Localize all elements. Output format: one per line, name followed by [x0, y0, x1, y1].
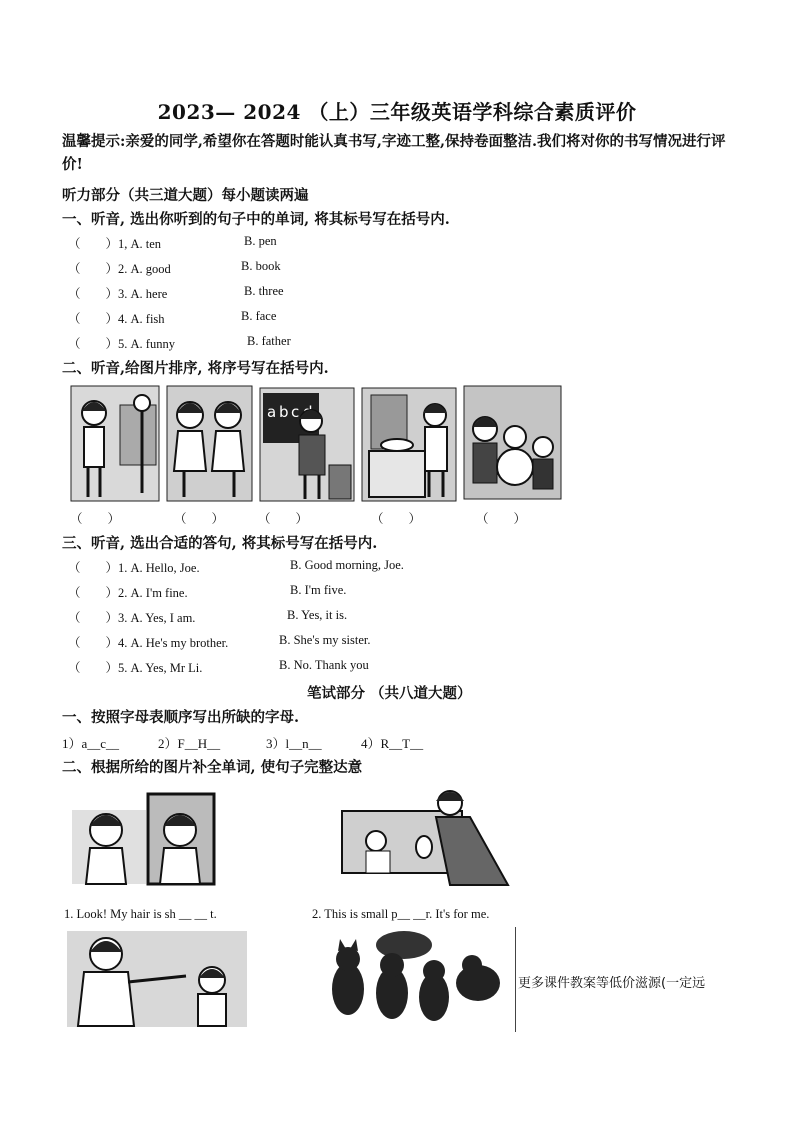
picture-3 — [259, 387, 355, 502]
letters-item-1: 1）a__c__ — [62, 736, 120, 751]
p3-item-5-a: （ ）5. A. Yes, Mr Li. — [68, 661, 203, 675]
listening-part2-heading: 二、听音,给图片排序, 将序号写在括号内. — [62, 360, 329, 377]
p1-item-2-a: （ ）2. A. good — [68, 262, 171, 276]
picture-pear — [340, 785, 510, 888]
picture-1 — [70, 385, 160, 502]
letters-item-3: 3）l__n__ — [266, 736, 322, 751]
p2-blank-1: （ ） — [70, 512, 121, 526]
p3-item-2-b: B. I'm five. — [290, 583, 347, 597]
p1-item-3-b: B. three — [244, 284, 284, 298]
picture-5 — [463, 385, 562, 500]
p3-item-4-b: B. She's my sister. — [279, 633, 371, 647]
picture-cats — [326, 927, 516, 1027]
picture-teacher — [66, 930, 248, 1028]
svg-text:a: a — [267, 403, 277, 421]
listening-part3-heading: 三、听音, 选出合适的答句, 将其标号写在括号内. — [62, 535, 378, 552]
writing-heading: 笔试部分 （共八道大题） — [307, 685, 472, 702]
p2-blank-3: （ ） — [258, 512, 309, 526]
fill-question-2: 2. This is small p__ __r. It's for me. — [312, 907, 490, 921]
writing-part2-heading: 二、根据所给的图片补全单词, 使句子完整达意 — [62, 759, 363, 776]
p3-item-3-a: （ ）3. A. Yes, I am. — [68, 611, 196, 625]
writing-part1-heading: 一、按照字母表顺序写出所缺的字母. — [62, 709, 300, 726]
fill-question-1: 1. Look! My hair is sh __ __ t. — [64, 907, 217, 921]
listening-heading: 听力部分（共三道大题）每小题读两遍 — [62, 187, 309, 204]
p3-item-5-b: B. No. Thank you — [279, 658, 369, 672]
p1-item-2-b: B. book — [241, 259, 281, 273]
p3-item-4-a: （ ）4. A. He's my brother. — [68, 636, 229, 650]
svg-text:b: b — [279, 403, 289, 421]
picture-4 — [361, 387, 457, 502]
notice-text: 温馨提示:亲爱的同学,希望你在答题时能认真书写,字迹工整,保持卷面整洁.我们将对你的书写情况进行评价! — [62, 133, 726, 173]
p1-item-1-b: B. pen — [244, 234, 277, 248]
picture-mirror — [68, 790, 218, 888]
p3-item-2-a: （ ）2. A. I'm fine. — [68, 586, 188, 600]
p1-item-5-b: B. father — [247, 334, 291, 348]
side-ad-text: 更多课件教案等低价滋源(一定远 — [518, 976, 706, 991]
p3-item-3-b: B. Yes, it is. — [287, 608, 348, 622]
p2-blank-5: （ ） — [476, 512, 527, 526]
letters-item-4: 4）R__T__ — [361, 736, 424, 751]
svg-text:c: c — [291, 403, 300, 421]
p3-item-1-b: B. Good morning, Joe. — [290, 558, 404, 572]
letters-item-2: 2）F__H__ — [158, 736, 221, 751]
p3-item-1-a: （ ）1. A. Hello, Joe. — [68, 561, 200, 575]
picture-2 — [166, 385, 253, 502]
vertical-divider — [515, 927, 516, 1032]
listening-part1-heading: 一、听音, 选出你听到的句子中的单词, 将其标号写在括号内. — [62, 211, 450, 228]
p2-blank-4: （ ） — [371, 512, 422, 526]
p1-item-4-b: B. face — [241, 309, 277, 323]
p1-item-1-a: （ ）1, A. ten — [68, 237, 162, 251]
exam-title: 2023— 2024 （上）三年级英语学科综合素质评价 — [157, 100, 637, 124]
p1-item-5-a: （ ）5. A. funny — [68, 337, 175, 351]
p1-item-4-a: （ ）4. A. fish — [68, 312, 165, 326]
p2-blank-2: （ ） — [174, 512, 225, 526]
p1-item-3-a: （ ）3. A. here — [68, 287, 168, 301]
